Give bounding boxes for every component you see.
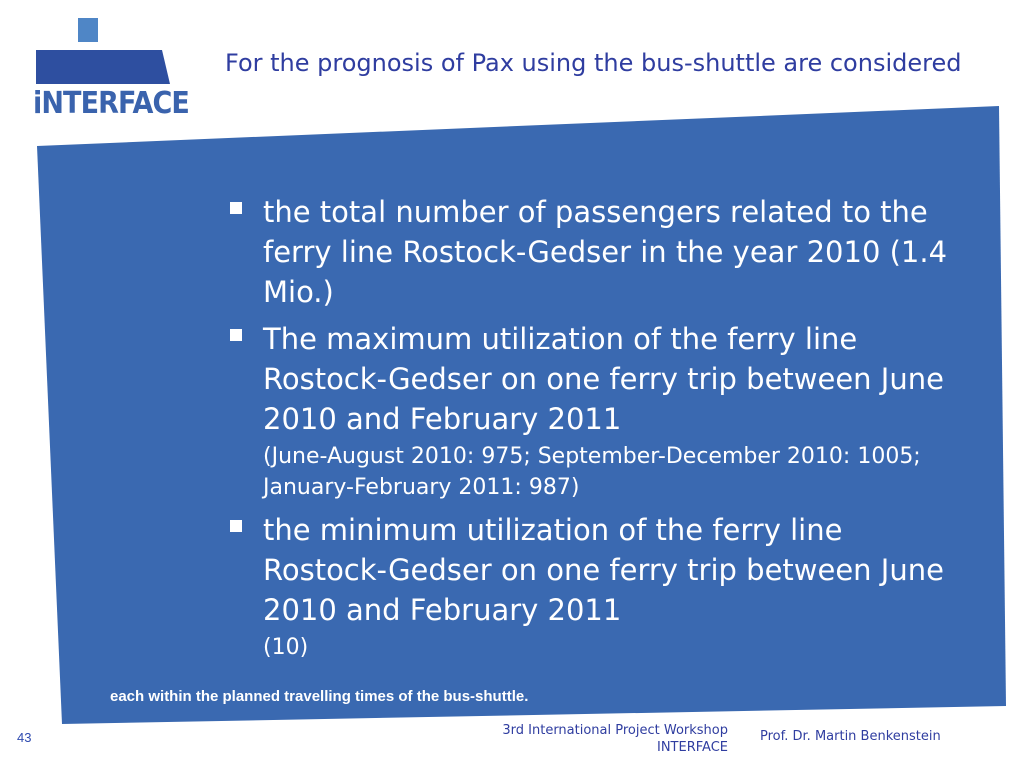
footer-author: Prof. Dr. Martin Benkenstein <box>760 729 941 744</box>
square-bullet-icon <box>230 329 242 341</box>
slide-title: For the prognosis of Pax using the bus-shuttle are considered <box>225 49 962 77</box>
bullet-list <box>226 192 966 670</box>
square-bullet-icon <box>230 202 242 214</box>
footnote: each within the planned travelling times of the bus-shuttle. <box>110 688 529 705</box>
logo-ship-hull <box>36 50 170 84</box>
interface-logo <box>30 16 190 121</box>
bullet-note: (June-August 2010: 975; September-December 2010: 1005; January-February 2011: 987) <box>263 444 921 500</box>
slide-number: 43 <box>17 730 32 745</box>
bullet-item <box>226 192 966 312</box>
square-bullet-icon <box>230 520 242 532</box>
footer-workshop-line2: INTERFACE <box>657 740 728 755</box>
bullet-item <box>226 319 966 503</box>
bullet-text: the total number of passengers related to the ferry line Rostock-Gedser in the year 2010 (1.4 Mio.) <box>263 195 948 309</box>
bullet-text: the minimum utilization of the ferry line Rostock-Gedser on one ferry trip between June 2010 and February 2011 <box>263 513 944 627</box>
logo-wordmark: iNTERFACE <box>33 86 189 121</box>
logo-square <box>78 18 98 42</box>
bullet-note: (10) <box>263 635 309 660</box>
bullet-item <box>226 510 966 663</box>
bullet-text: The maximum utilization of the ferry line Rostock-Gedser on one ferry trip between June 2010 and February 2011 <box>263 322 944 436</box>
footer-workshop-line1: 3rd International Project Workshop <box>502 723 728 738</box>
footer-workshop <box>440 722 728 756</box>
